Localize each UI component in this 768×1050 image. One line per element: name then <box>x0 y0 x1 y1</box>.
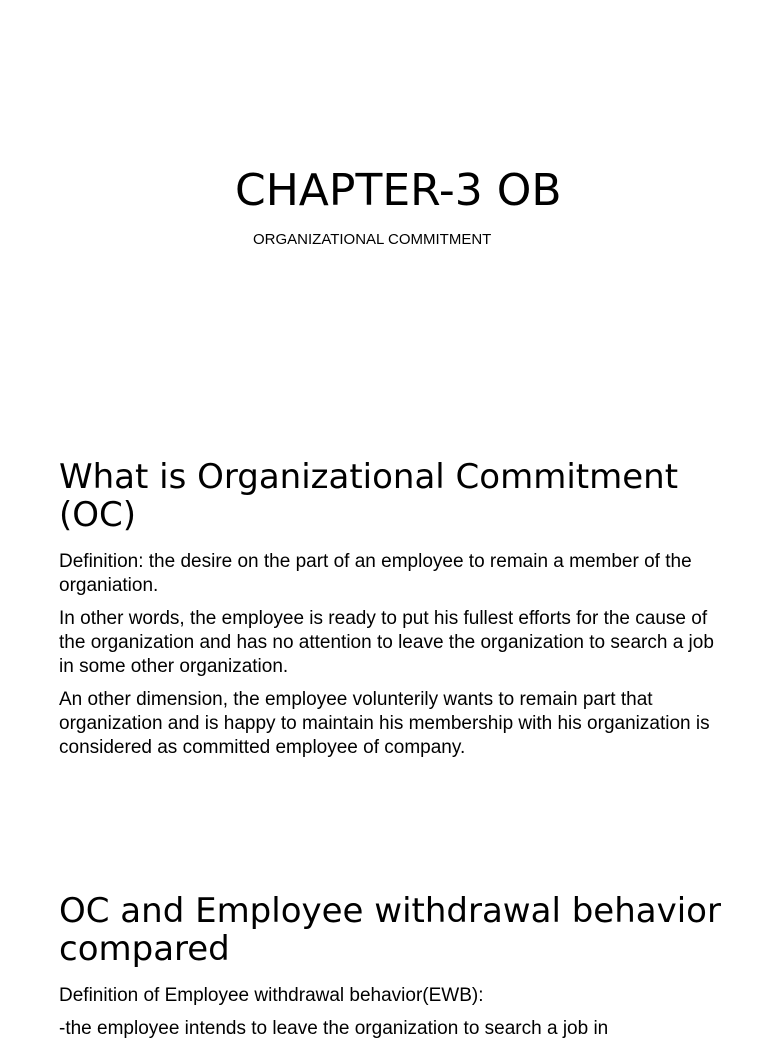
slide-organizational-commitment <box>0 430 768 830</box>
title-slide <box>0 0 768 400</box>
slide-heading: OC and Employee withdrawal behavior compared <box>59 891 721 969</box>
slide-oc-vs-ewb <box>0 860 768 1039</box>
slide-body <box>59 984 719 1050</box>
definition-paragraph: Definition of Employee withdrawal behavior(EWB): <box>59 985 484 1006</box>
slide-body <box>59 550 719 769</box>
body-paragraph: In other words, the employee is ready to put his fullest efforts for the cause of the organization and has no attention to leave the organization to search a job in some other organization. <box>59 608 714 677</box>
chapter-subtitle: ORGANIZATIONAL COMMITMENT <box>253 231 492 248</box>
slide-heading: What is Organizational Commitment (OC) <box>59 457 679 535</box>
body-paragraph: -the employee intends to leave the organization to search a job in <box>59 1018 609 1039</box>
chapter-title: CHAPTER-3 OB <box>235 165 562 216</box>
definition-paragraph: Definition: the desire on the part of an employee to remain a member of the organiation. <box>59 551 692 596</box>
body-paragraph: An other dimension, the employee volunterily wants to remain part that organization and is happy to maintain his membership with his organization is considered as committed employee of company. <box>59 689 710 758</box>
